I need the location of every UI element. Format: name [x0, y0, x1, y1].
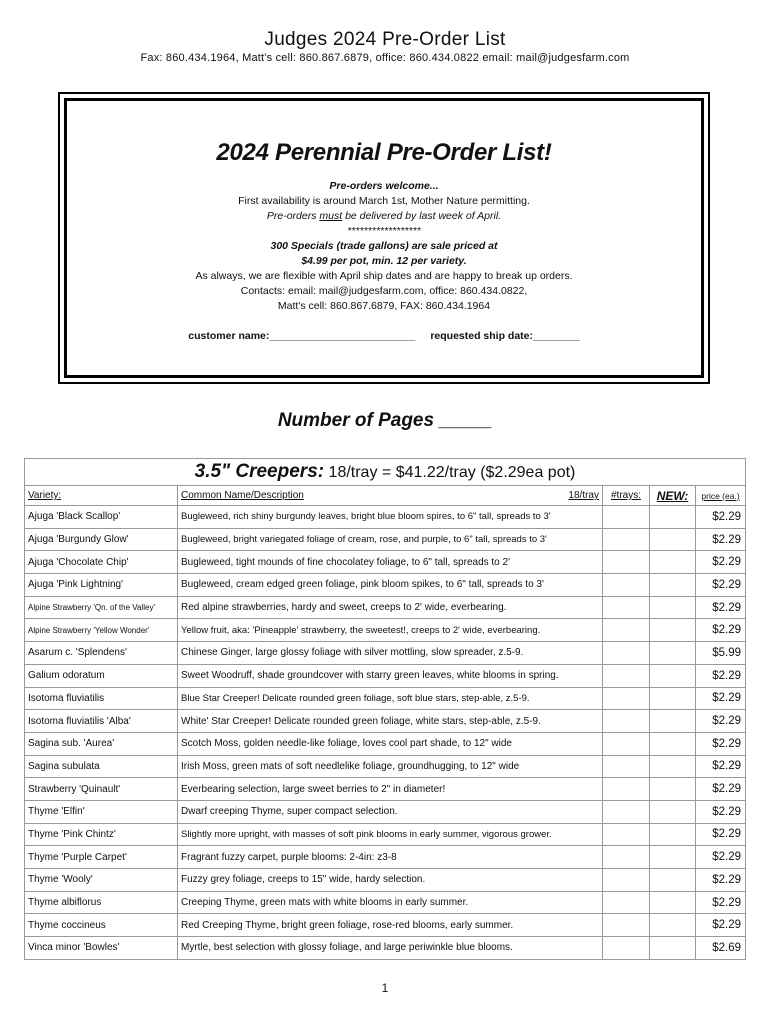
customer-name-field[interactable]: customer name:_________________________ [188, 330, 416, 342]
trays-input-cell[interactable] [603, 891, 650, 914]
table-row [25, 528, 746, 551]
order-fields [67, 330, 701, 342]
description-cell: Bugleweed, cream edged green foliage, pink bloom spikes, to 6" tall, spreads to 3' [178, 574, 603, 597]
trays-input-cell[interactable] [603, 528, 650, 551]
price-cell: $2.29 [696, 619, 746, 642]
variety-cell: Ajuga 'Black Scallop' [25, 506, 178, 529]
trays-input-cell[interactable] [603, 710, 650, 733]
variety-cell: Alpine Strawberry 'Qn. of the Valley' [25, 596, 178, 619]
new-cell [650, 642, 696, 665]
table-row [25, 506, 746, 529]
price-cell: $2.29 [696, 710, 746, 733]
price-cell: $2.29 [696, 574, 746, 597]
price-cell: $2.29 [696, 596, 746, 619]
document-title: Judges 2024 Pre-Order List [264, 29, 506, 50]
description-cell: Irish Moss, green mats of soft needlelike foliage, groundhugging, to 12" wide [178, 755, 603, 778]
price-cell: $2.29 [696, 528, 746, 551]
table-row [25, 642, 746, 665]
price-cell: $2.29 [696, 755, 746, 778]
variety-cell: Thyme coccineus [25, 914, 178, 937]
variety-cell: Galium odoratum [25, 664, 178, 687]
intro-box [58, 92, 710, 384]
table-row [25, 937, 746, 960]
table-row [25, 687, 746, 710]
table-header-row [25, 486, 746, 506]
variety-cell: Ajuga 'Pink Lightning' [25, 574, 178, 597]
trays-input-cell[interactable] [603, 914, 650, 937]
price-cell: $2.29 [696, 846, 746, 869]
table-row [25, 823, 746, 846]
trays-input-cell[interactable] [603, 778, 650, 801]
new-cell [650, 596, 696, 619]
table-row [25, 574, 746, 597]
variety-cell: Thyme albiflorus [25, 891, 178, 914]
page-number: 1 [381, 981, 389, 995]
new-cell [650, 823, 696, 846]
trays-input-cell[interactable] [603, 869, 650, 892]
description-cell: Dwarf creeping Thyme, super compact selection. [178, 800, 603, 823]
variety-cell: Alpine Strawberry 'Yellow Wonder' [25, 619, 178, 642]
trays-input-cell[interactable] [603, 619, 650, 642]
description-cell: Red Creeping Thyme, bright green foliage, rose-red blooms, early summer. [178, 914, 603, 937]
table-row [25, 914, 746, 937]
price-cell: $2.29 [696, 687, 746, 710]
trays-input-cell[interactable] [603, 937, 650, 960]
description-cell: Blue Star Creeper! Delicate rounded green foliage, soft blue stars, step-able, z.5-9. [178, 687, 603, 710]
price-cell: $2.29 [696, 914, 746, 937]
table-row [25, 596, 746, 619]
new-cell [650, 846, 696, 869]
trays-input-cell[interactable] [603, 800, 650, 823]
variety-cell: Sagina sub. 'Aurea' [25, 732, 178, 755]
table-row [25, 710, 746, 733]
intro-line: As always, we are flexible with April ship dates and are happy to break up orders. [195, 270, 573, 282]
new-cell [650, 551, 696, 574]
variety-cell: Asarum c. 'Splendens' [25, 642, 178, 665]
intro-line: Contacts: email: mail@judgesfarm.com, office: 860.434.0822, [240, 285, 528, 297]
description-cell: Bugleweed, tight mounds of fine chocolatey foliage, to 6" tall, spreads to 2' [178, 551, 603, 574]
new-cell [650, 732, 696, 755]
table-row [25, 778, 746, 801]
price-cell: $2.29 [696, 778, 746, 801]
description-cell: Red alpine strawberries, hardy and sweet, creeps to 2' wide, everbearing. [178, 596, 603, 619]
trays-input-cell[interactable] [603, 551, 650, 574]
variety-cell: Ajuga 'Burgundy Glow' [25, 528, 178, 551]
trays-input-cell[interactable] [603, 664, 650, 687]
description-cell: Creeping Thyme, green mats with white blooms in early summer. [178, 891, 603, 914]
description-cell: Sweet Woodruff, shade groundcover with starry green leaves, white blooms in spring. [178, 664, 603, 687]
variety-cell: Isotoma fluviatilis 'Alba' [25, 710, 178, 733]
table-title-row [25, 459, 746, 486]
variety-cell: Ajuga 'Chocolate Chip' [25, 551, 178, 574]
variety-cell: Vinca minor 'Bowles' [25, 937, 178, 960]
trays-input-cell[interactable] [603, 755, 650, 778]
col-desc-header: Common Name/Description 18/tray [178, 486, 603, 506]
new-cell [650, 914, 696, 937]
table-row [25, 732, 746, 755]
intro-box-inner [64, 98, 704, 378]
col-price-header: price (ea.) [696, 486, 746, 506]
description-cell: Fragrant fuzzy carpet, purple blooms: 2-4in: z3-8 [178, 846, 603, 869]
intro-line: Matt's cell: 860.867.6879, FAX: 860.434.1964 [277, 300, 491, 312]
new-cell [650, 710, 696, 733]
price-cell: $2.29 [696, 551, 746, 574]
table-row [25, 551, 746, 574]
price-cell: $5.99 [696, 642, 746, 665]
new-cell [650, 528, 696, 551]
ship-date-field[interactable]: requested ship date:________ [430, 330, 580, 342]
variety-cell: Strawberry 'Quinault' [25, 778, 178, 801]
new-cell [650, 619, 696, 642]
trays-input-cell[interactable] [603, 823, 650, 846]
table-row [25, 891, 746, 914]
trays-input-cell[interactable] [603, 687, 650, 710]
col-new-header: NEW: [650, 486, 696, 506]
trays-input-cell[interactable] [603, 596, 650, 619]
table-row [25, 755, 746, 778]
description-cell: White' Star Creeper! Delicate rounded green foliage, white stars, step-able, z.5-9. [178, 710, 603, 733]
new-cell [650, 937, 696, 960]
trays-input-cell[interactable] [603, 732, 650, 755]
new-cell [650, 574, 696, 597]
new-cell [650, 800, 696, 823]
new-cell [650, 778, 696, 801]
price-cell: $2.29 [696, 823, 746, 846]
trays-input-cell[interactable] [603, 506, 650, 529]
intro-line: First availability is around March 1st, Mother Nature permitting. [238, 195, 530, 207]
new-cell [650, 687, 696, 710]
description-cell: Chinese Ginger, large glossy foliage with silver mottling, slow spreader, z.5-9. [178, 642, 603, 665]
price-cell: $2.29 [696, 664, 746, 687]
intro-line: Pre-orders welcome... [329, 180, 439, 192]
trays-input-cell[interactable] [603, 574, 650, 597]
trays-input-cell[interactable] [603, 846, 650, 869]
table-row [25, 619, 746, 642]
variety-cell: Thyme 'Elfin' [25, 800, 178, 823]
price-cell: $2.29 [696, 800, 746, 823]
new-cell [650, 664, 696, 687]
new-cell [650, 869, 696, 892]
new-cell [650, 891, 696, 914]
intro-text [67, 179, 701, 314]
col-variety-header: Variety: [25, 486, 178, 506]
creepers-table [24, 458, 746, 960]
col-trays-header: #trays: [603, 486, 650, 506]
variety-cell: Thyme 'Wooly' [25, 869, 178, 892]
new-cell [650, 506, 696, 529]
price-cell: $2.29 [696, 869, 746, 892]
trays-input-cell[interactable] [603, 642, 650, 665]
description-cell: Bugleweed, rich shiny burgundy leaves, bright blue bloom spires, to 6" tall, spreads to 3' [178, 506, 603, 529]
price-cell: $2.29 [696, 732, 746, 755]
description-cell: Everbearing selection, large sweet berries to 2" in diameter! [178, 778, 603, 801]
description-cell: Yellow fruit, aka: 'Pineapple' strawberry, the sweetest!, creeps to 2' wide, everbearing. [178, 619, 603, 642]
description-cell: Fuzzy grey foliage, creeps to 15" wide, hardy selection. [178, 869, 603, 892]
table-row [25, 846, 746, 869]
intro-title: 2024 Perennial Pre-Order List! [216, 139, 552, 166]
price-cell: $2.69 [696, 937, 746, 960]
table-row [25, 664, 746, 687]
description-cell: Slightly more upright, with masses of soft pink blooms in early summer, vigorous grower. [178, 823, 603, 846]
table-row [25, 869, 746, 892]
variety-cell: Isotoma fluviatilis [25, 687, 178, 710]
intro-line: Pre-orders must be delivered by last week of April. [266, 210, 502, 222]
price-cell: $2.29 [696, 506, 746, 529]
description-cell: Scotch Moss, golden needle-like foliage, loves cool part shade, to 12" wide [178, 732, 603, 755]
description-cell: Bugleweed, bright variegated foliage of cream, rose, and purple, to 6" tall, spreads to 3' [178, 528, 603, 551]
specials-line: $4.99 per pot, min. 12 per variety. [301, 255, 467, 267]
description-cell: Myrtle, best selection with glossy foliage, and large periwinkle blue blooms. [178, 937, 603, 960]
table-row [25, 800, 746, 823]
table-title: 3.5" Creepers: 18/tray = $41.22/tray ($2.29ea pot) [25, 459, 746, 486]
new-cell [650, 755, 696, 778]
number-of-pages: Number of Pages _____ [277, 410, 493, 431]
specials-line: 300 Specials (trade gallons) are sale priced at [270, 240, 498, 252]
variety-cell: Sagina subulata [25, 755, 178, 778]
variety-cell: Thyme 'Purple Carpet' [25, 846, 178, 869]
contact-line: Fax: 860.434.1964, Matt's cell: 860.867.6879, office: 860.434.0822 email: mail@judgesfarm.com [140, 52, 630, 64]
price-cell: $2.29 [696, 891, 746, 914]
variety-cell: Thyme 'Pink Chintz' [25, 823, 178, 846]
stars-divider: ****************** [347, 225, 421, 237]
